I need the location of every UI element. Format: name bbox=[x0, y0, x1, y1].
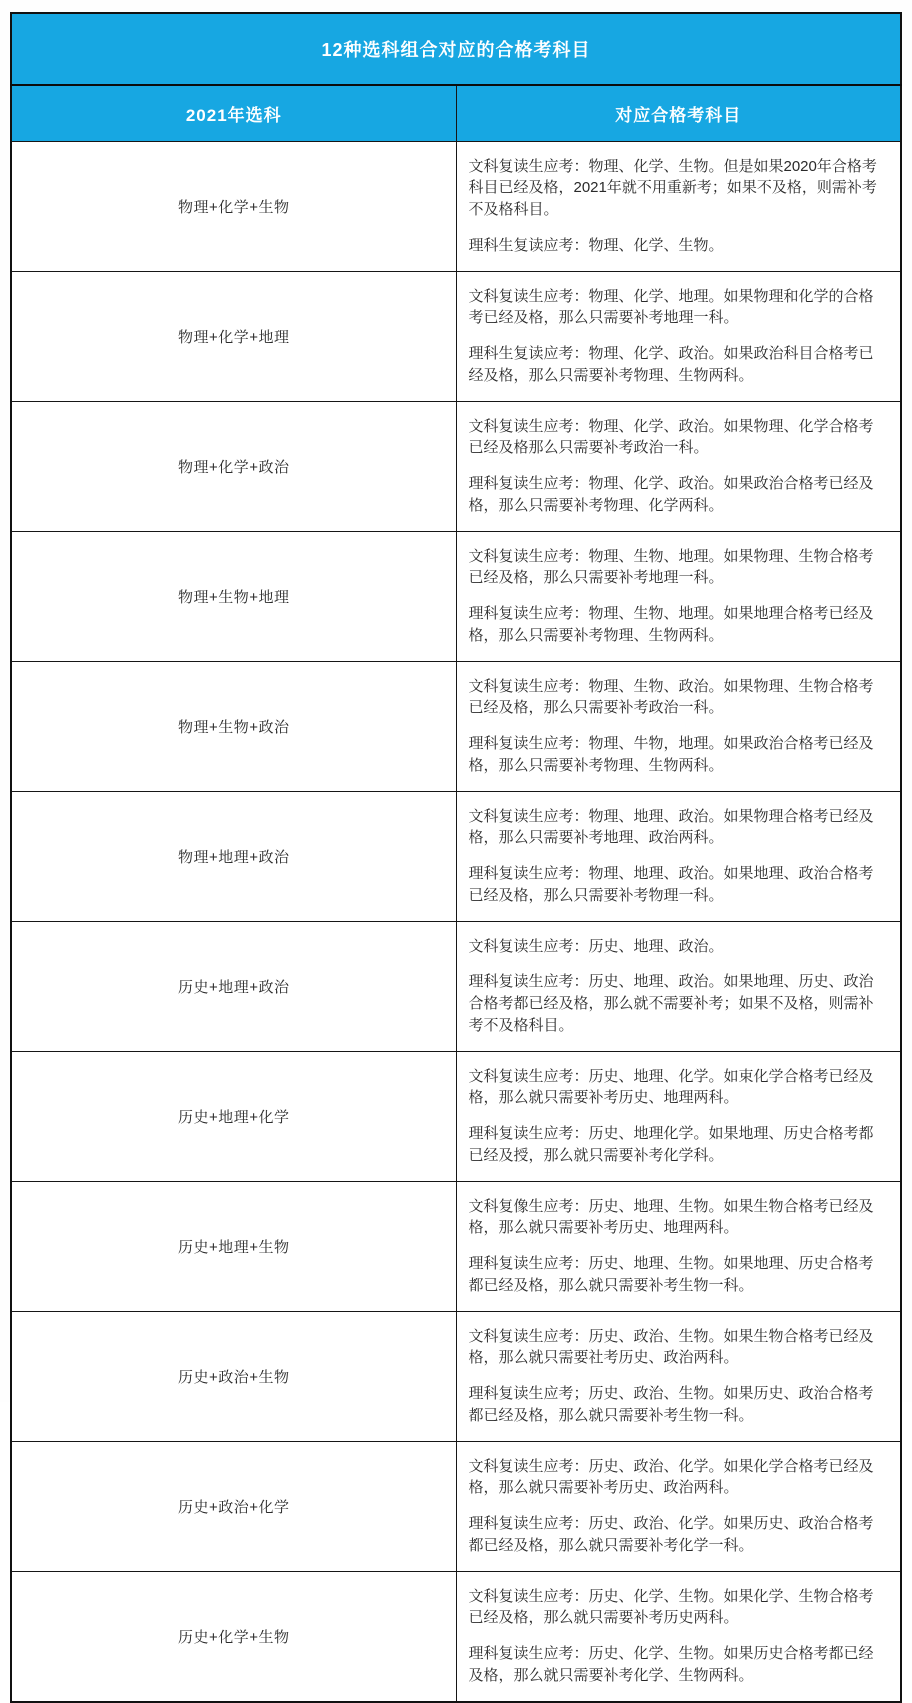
detail-cell bbox=[456, 1441, 901, 1571]
table-row bbox=[11, 401, 901, 531]
liberal-arts-repeater-text: 文科复读生应考：物理、化学、生物。但是如果2020年合格考科目已经及格，2021年就不用重新考；如果不及格，则需补考不及格科目。 bbox=[468, 157, 877, 218]
liberal-arts-repeater-text: 文科复读生应考：历史、地理、化学。如束化学合格考已经及格，那么就只需要补考历史、地理两科。 bbox=[468, 1067, 874, 1107]
combo-label: 历史+政治+化学 bbox=[11, 1441, 456, 1571]
combo-label: 历史+政治+生物 bbox=[11, 1311, 456, 1441]
table-row bbox=[11, 661, 901, 791]
detail-cell bbox=[456, 791, 901, 921]
detail-cell bbox=[456, 1571, 901, 1702]
science-repeater-text: 理科复读生应考：物理、牛物，地理。如果政治合格考已经及格，那么只需要补考物理、生物两科。 bbox=[468, 735, 874, 774]
combo-label: 物理+化学+生物 bbox=[11, 141, 456, 271]
liberal-arts-repeater-text: 文科复读生应考：物理、生物、地理。如果物理、生物合格考已经及格，那么只需要补考地理一科。 bbox=[468, 547, 874, 587]
detail-cell bbox=[456, 921, 901, 1051]
detail-cell bbox=[456, 1181, 901, 1311]
table-title: 12种选科组合对应的合格考科目 bbox=[11, 13, 901, 85]
detail-cell bbox=[456, 531, 901, 661]
detail-cell bbox=[456, 271, 901, 401]
science-repeater-text: 理科复读生应考：历史、政治、化学。如果历史、政治合格考都已经及格，那么就只需要补考化学一科。 bbox=[468, 1515, 874, 1554]
science-repeater-text: 理科复读生应考：物理、地理、政治。如果地理、政治合格考已经及格，那么只需要补考物理一科。 bbox=[468, 865, 874, 904]
liberal-arts-repeater-text: 文科复读生应考：物理、化学、地理。如果物理和化学的合格考已经及格，那么只需要补考地理一科。 bbox=[468, 287, 874, 327]
table-row bbox=[11, 921, 901, 1051]
table-row bbox=[11, 1311, 901, 1441]
detail-cell bbox=[456, 1051, 901, 1181]
combo-label: 历史+地理+化学 bbox=[11, 1051, 456, 1181]
science-repeater-text: 理科复读生应考：历史、地理化学。如果地理、历史合格考都已经及授，那么就只需要补考化学科。 bbox=[468, 1125, 874, 1164]
liberal-arts-repeater-text: 文科复读生应考：历史、政治、生物。如果生物合格考已经及格，那么就只需要社考历史、政治两科。 bbox=[468, 1327, 874, 1367]
combo-label: 物理+化学+政治 bbox=[11, 401, 456, 531]
table-row bbox=[11, 1181, 901, 1311]
liberal-arts-repeater-text: 文科复读生应考：历史、化学、生物。如果化学、生物合格考已经及格，那么就只需要补考历史两科。 bbox=[468, 1587, 874, 1627]
table-row bbox=[11, 531, 901, 661]
science-repeater-text: 理科复读生应考：历史、化学、生物。如果历史合格考都已经及格，那么就只需要补考化学、生物两科。 bbox=[468, 1645, 874, 1684]
combo-label: 物理+生物+地理 bbox=[11, 531, 456, 661]
detail-cell bbox=[456, 661, 901, 791]
science-repeater-text: 理科生复读应考：物理、化学、政治。如果政治科目合格考已经及格，那么只需要补考物理、生物两科。 bbox=[468, 345, 874, 384]
table-title-row bbox=[11, 13, 901, 85]
science-repeater-text: 理科复读生应考：物理、化学、政治。如果政治合格考已经及格，那么只需要补考物理、化学两科。 bbox=[468, 475, 874, 514]
science-repeater-text: 理科复读生应考；历史、政治、生物。如果历史、政治合格考都已经及格，那么就只需要补考生物一科。 bbox=[468, 1385, 874, 1424]
liberal-arts-repeater-text: 文科复读生应考：物理、生物、政治。如果物理、生物合格考已经及格，那么只需要补考政治一科。 bbox=[468, 677, 874, 717]
column-header-combo: 2021年选科 bbox=[11, 85, 456, 141]
combo-label: 历史+地理+生物 bbox=[11, 1181, 456, 1311]
combo-label: 物理+地理+政治 bbox=[11, 791, 456, 921]
liberal-arts-repeater-text: 文科复读生应考：历史、政治、化学。如果化学合格考已经及格，那么就只需要补考历史、政治两科。 bbox=[468, 1457, 874, 1497]
table-body bbox=[11, 141, 901, 1702]
table-row bbox=[11, 141, 901, 271]
science-repeater-text: 理科复读生应考：历史、地理、生物。如果地理、历史合格考都已经及格，那么就只需要补考生物一科。 bbox=[468, 1255, 874, 1294]
liberal-arts-repeater-text: 文科复读生应考：物理、化学、政治。如果物理、化学合格考已经及格那么只需要补考政治一科。 bbox=[468, 417, 874, 457]
science-repeater-text: 理科复读生应考：历史、地理、政治。如果地理、历史、政治合格考都已经及格，那么就不需要补考；如果不及格，则需补考不及格科目。 bbox=[468, 973, 874, 1034]
subject-combination-table bbox=[10, 12, 902, 1703]
table-row bbox=[11, 1051, 901, 1181]
science-repeater-text: 理科生复读应考：物理、化学、生物。 bbox=[468, 236, 724, 254]
combo-label: 历史+化学+生物 bbox=[11, 1571, 456, 1702]
detail-cell bbox=[456, 401, 901, 531]
column-header-row bbox=[11, 85, 901, 141]
table-row bbox=[11, 271, 901, 401]
detail-cell bbox=[456, 1311, 901, 1441]
detail-cell bbox=[456, 141, 901, 271]
table-row bbox=[11, 791, 901, 921]
column-header-detail: 对应合格考科目 bbox=[456, 85, 901, 141]
combo-label: 物理+生物+政治 bbox=[11, 661, 456, 791]
combo-label: 物理+化学+地理 bbox=[11, 271, 456, 401]
science-repeater-text: 理科复读生应考：物理、生物、地理。如果地理合格考已经及格，那么只需要补考物理、生物两科。 bbox=[468, 605, 874, 644]
table-row bbox=[11, 1571, 901, 1702]
table-row bbox=[11, 1441, 901, 1571]
liberal-arts-repeater-text: 文科复读生应考：物理、地理、政治。如果物理合格考已经及格，那么只需要补考地理、政治两科。 bbox=[468, 807, 874, 847]
liberal-arts-repeater-text: 文科复像生应考：历史、地理、生物。如果生物合格考已经及格，那么就只需要补考历史、地理两科。 bbox=[468, 1197, 874, 1237]
liberal-arts-repeater-text: 文科复读生应考：历史、地理、政治。 bbox=[468, 937, 724, 955]
combo-label: 历史+地理+政治 bbox=[11, 921, 456, 1051]
